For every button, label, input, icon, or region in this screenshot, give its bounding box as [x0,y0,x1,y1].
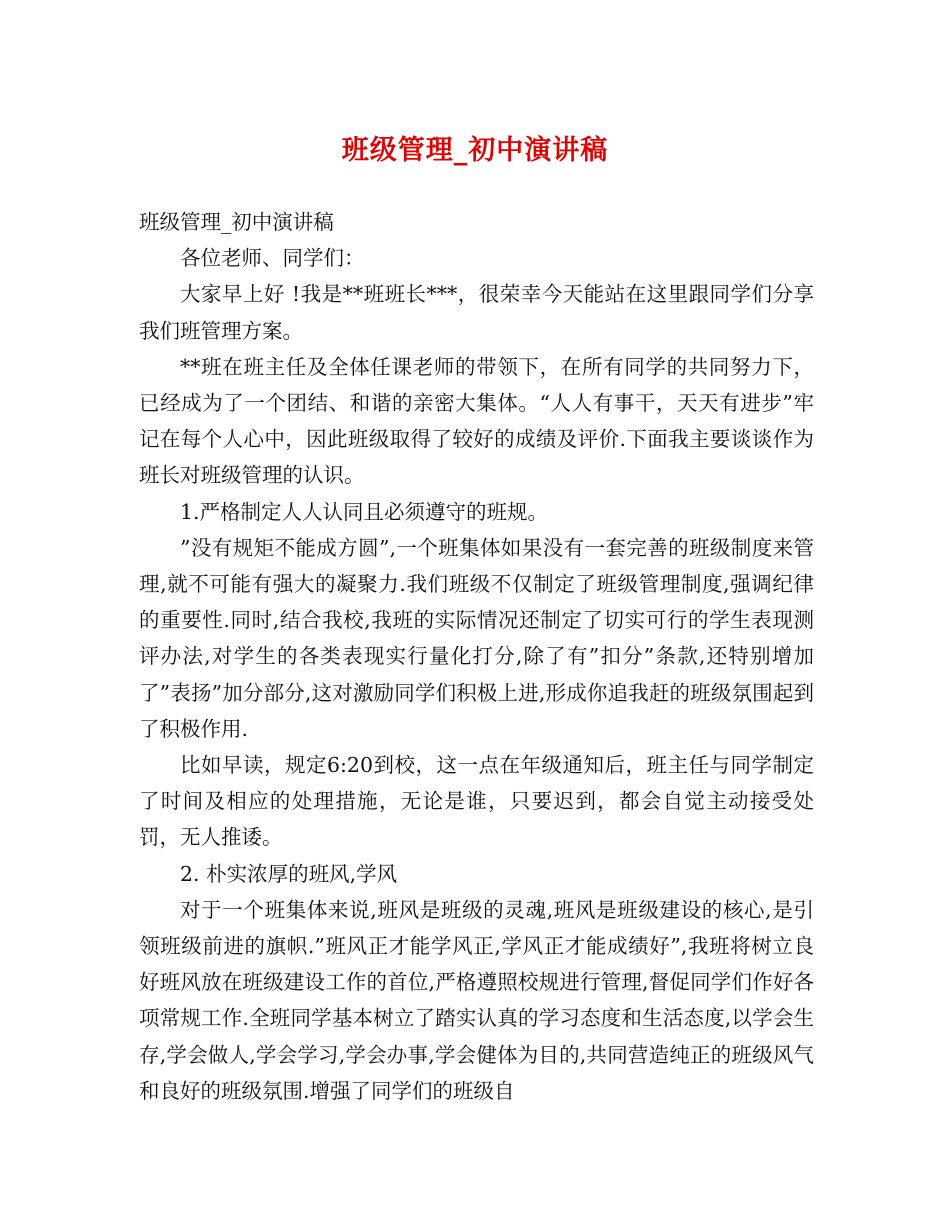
paragraph-class-style: 对于一个班集体来说,班风是班级的灵魂,班风是班级建设的核心,是引领班级前进的旗帜.”班风正才能学风正,学风正才能成绩好”,我班将树立良好班风放在班级建设工作的首位,严格遵照校规进行管理,督促同学们作好各项常规工作.全班同学基本树立了踏实认真的学习态度和生活态度,以学会生存,学会做人,学会学习,学会办事,学会健体为目的,共同营造纯正的班级风气和良好的班级氛围.增强了同学们的班级自 [139,897,814,1103]
paragraph-point-2: 2. 朴实浓厚的班风,学风 [180,861,398,886]
paragraph-greeting: 大家早上好 !我是**班班长***，很荣幸今天能站在这里跟同学们分享我们班管理方案。 [139,282,814,343]
document-body [139,204,814,1109]
document-title: 班级管理_初中演讲稿 [341,135,609,166]
paragraph-salutation: 各位老师、同学们： [180,246,365,271]
paragraph-example: 比如早读，规定6:20到校，这一点在年级通知后，班主任与同学制定了时间及相应的处理措施，无论是谁，只要迟到，都会自觉主动接受处罚，无人推诿。 [139,753,814,850]
paragraph-point-1: 1.严格制定人人认同且必须遵守的班规。 [180,499,549,524]
paragraph-heading: 班级管理_初中演讲稿 [139,210,334,234]
paragraph-rules: ”没有规矩不能成方圆”,一个班集体如果没有一套完善的班级制度来管理,就不可能有强大的凝聚力.我们班级不仅制定了班级管理制度,强调纪律的重要性.同时,结合我校,我班的实际情况还制定了切实可行的学生表现测评办法,对学生的各类表现实行量化打分,除了有”扣分”条款,还特别增加了”表扬”加分部分,这对激励同学们积极上进,形成你追我赶的班级氛围起到了积极作用. [139,535,814,741]
paragraph-intro: **班在班主任及全体任课老师的带领下，在所有同学的共同努力下，已经成为了一个团结、和谐的亲密大集体。“人人有事干，天天有进步”牢记在每个人心中，因此班级取得了较好的成绩及评价.下面我主要谈谈作为班长对班级管理的认识。 [139,354,814,488]
